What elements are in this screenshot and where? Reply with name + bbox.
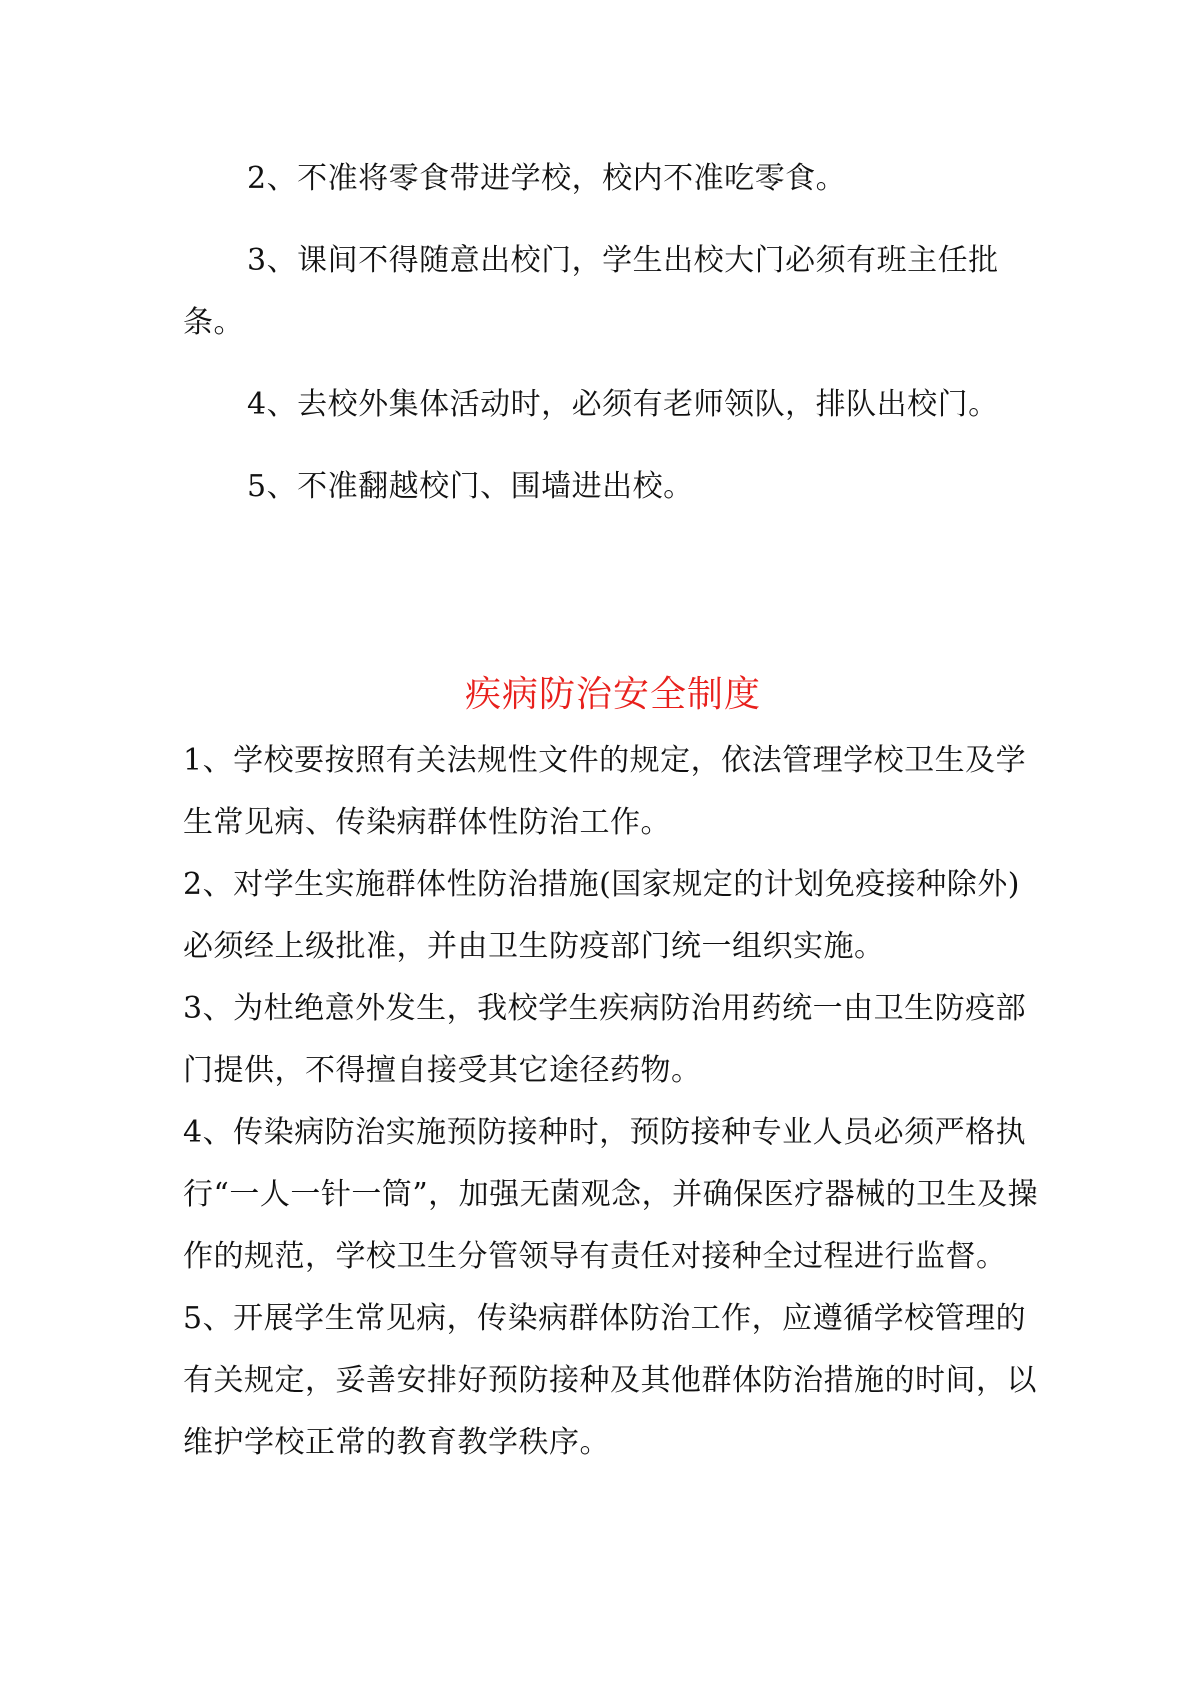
policy-item: 1、学校要按照有关法规性文件的规定，依法管理学校卫生及学生常见病、传染病群体性防治工作。 xyxy=(183,743,1027,840)
rule-item: 2、不准将零食带进学校，校内不准吃零食。 xyxy=(247,161,847,196)
policy-item: 5、开展学生常见病，传染病群体防治工作，应遵循学校管理的有关规定，妥善安排好预防接种及其他群体防治措施的时间，以维护学校正常的教育教学秩序。 xyxy=(183,1301,1037,1460)
rule-item: 3、课间不得随意出校门，学生出校大门必须有班主任批条。 xyxy=(183,243,999,340)
policy-item: 2、对学生实施群体性防治措施(国家规定的计划免疫接种除外)必须经上级批准，并由卫生防疫部门统一组织实施。 xyxy=(183,867,1020,964)
section-title: 疾病防治安全制度 xyxy=(464,674,761,715)
rule-item: 5、不准翻越校门、围墙进出校。 xyxy=(247,469,694,504)
school-gate-rules xyxy=(183,148,1043,538)
policy-item: 3、为杜绝意外发生，我校学生疾病防治用药统一由卫生防疫部门提供，不得擅自接受其它途径药物。 xyxy=(183,991,1027,1088)
policy-item: 4、传染病防治实施预防接种时，预防接种专业人员必须严格执行“一人一针一筒”，加强无菌观念，并确保医疗器械的卫生及操作的规范，学校卫生分管领导有责任对接种全过程进行监督。 xyxy=(183,1115,1039,1274)
disease-prevention-policy xyxy=(183,730,1043,1474)
rule-item: 4、去校外集体活动时，必须有老师领队，排队出校门。 xyxy=(247,387,999,422)
